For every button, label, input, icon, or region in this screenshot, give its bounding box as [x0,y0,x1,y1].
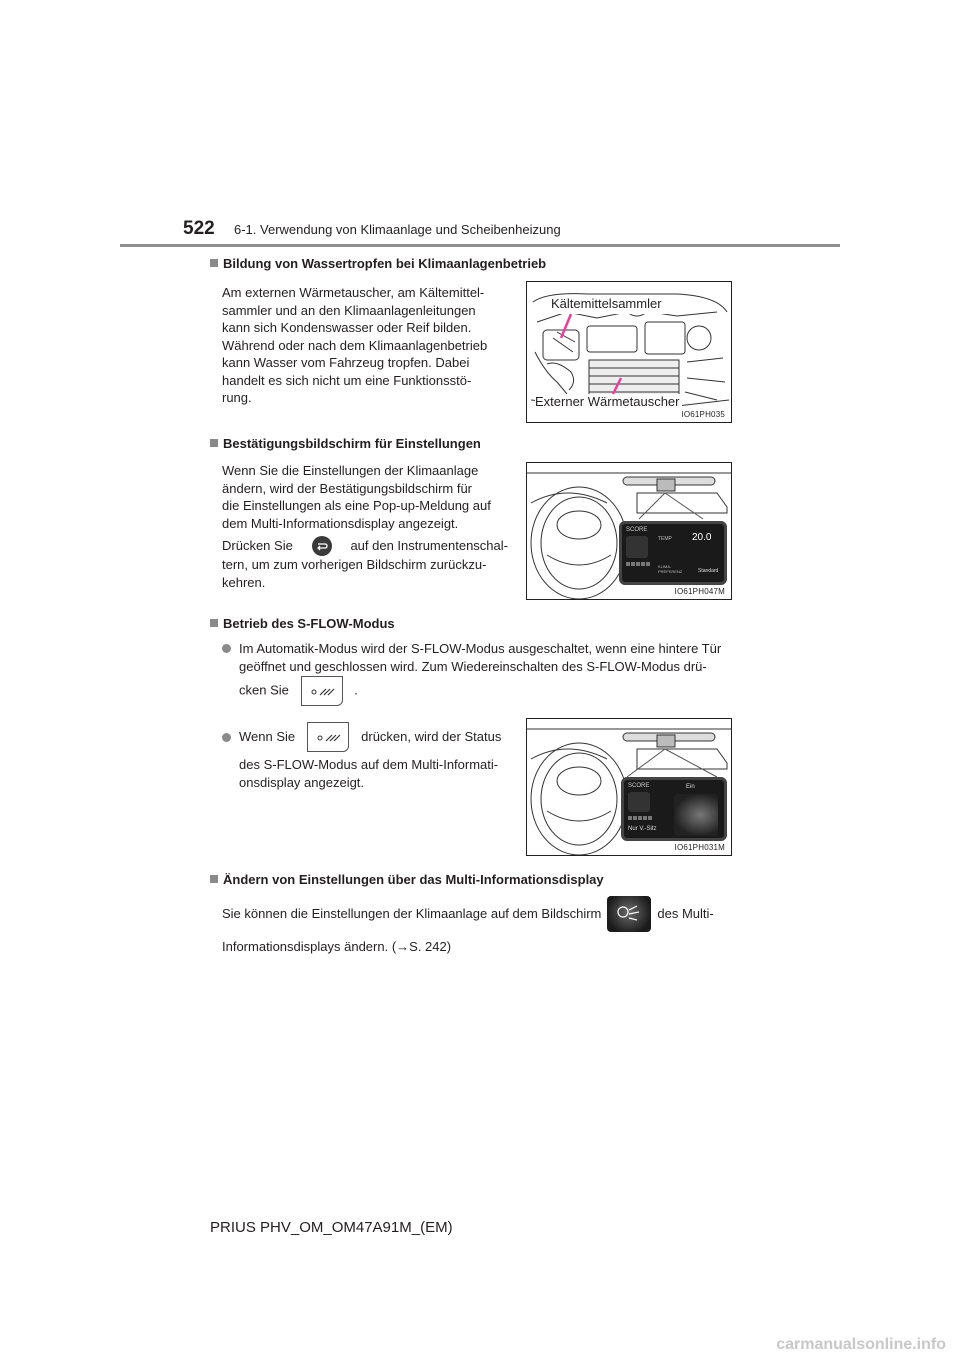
heading-text: Bildung von Wassertropfen bei Klimaanlagenbetrieb [223,256,547,271]
text-line: die Einstellungen als eine Pop-up-Meldung auf [222,498,491,513]
text-line: Während oder nach dem Klimaanlagenbetrieb [222,337,488,353]
screen-standard: Standard [698,568,719,574]
text-line: Informationsdisplays ändern. (→S. 242) [222,939,452,954]
text-line: Wenn Sie die Einstellungen der Klimaanlage [222,463,479,478]
screen-on-label: Ein [686,784,695,790]
text-line: dem Multi-Informationsdisplay angezeigt. [222,515,459,531]
square-bullet-icon [210,875,218,883]
text-fragment: Sie können die Einstellungen der Klimaanlage auf dem Bildschirm [222,906,602,922]
text-fragment: cken Sie [239,682,289,698]
section-heading-confirm [210,436,481,451]
text-line [222,536,508,556]
heading-text: Bestätigungsbildschirm für Einstellungen [223,436,481,451]
text-line: des S-FLOW-Modus auf dem Multi-Informati- [239,757,499,772]
sflow-symbol-icon [302,677,344,707]
heading-text: Betrieb des S-FLOW-Modus [223,616,395,631]
heading-text: Ändern von Einstellungen über das Multi-Informationsdisplay [223,872,604,887]
sflow-symbol-icon [308,723,350,753]
screen-klima: KLIMA- [658,564,672,569]
text-fragment: drücken, wird der Status [361,729,502,745]
square-bullet-icon [210,439,218,447]
sflow-button-icon [307,722,349,752]
chapter-title: 6-1. Verwendung von Klimaanlage und Scheibenheizung [234,222,561,237]
screen-front-seat-only: Nur V.-Sitz [628,826,657,832]
return-arrow-icon [312,536,332,556]
header-rule [120,244,840,247]
figure-code: IO61PH031M [674,843,725,852]
text-line: ändern, wird der Bestätigungsbildschirm für [222,480,473,496]
bullet-sflow-status [222,722,512,791]
figure-dashboard-sflow [526,718,732,856]
paragraph-confirm [222,462,508,532]
text-line: tern, um zum vorherigen Bildschirm zurückzu- [222,557,487,572]
text-line [222,896,752,932]
text-line: geöffnet und geschlossen wird. Zum Wiedereinschalten des S-FLOW-Modus drü- [239,658,707,674]
screen-preferenz: PREFERENZ [658,569,683,574]
text-line: kann Wasser vom Fahrzeug tropfen. Dabei [222,355,470,370]
multi-info-display [621,777,727,841]
screen-score: SCORE [628,783,650,789]
text-line: kann sich Kondenswasser oder Reif bilden. [222,320,472,335]
paragraph-multiinfo [222,896,752,956]
figure-code: IO61PH047M [674,587,725,596]
text-line: kehren. [222,574,266,590]
section-heading-sflow [210,616,395,631]
text-line [222,722,512,752]
page-number: 522 [183,218,215,239]
bullet-sflow-press-line [239,676,358,706]
bullet-sflow-auto [222,640,748,675]
text-line: Am externen Wärmetauscher, am Kältemittel- [222,285,485,300]
label-external-heat-exchanger: Externer Wärmetauscher [535,394,680,409]
fan-icon [626,536,648,558]
text-fragment: Drücken Sie [222,538,293,554]
text-fragment: . [354,682,358,698]
square-bullet-icon [210,619,218,627]
figure-dashboard-confirm [526,462,732,600]
level-bar [626,562,650,566]
figure-engine-bay [526,281,732,423]
round-bullet-icon [222,733,231,742]
seat-illustration [674,794,718,836]
climate-screen-icon [607,896,651,932]
fan-icon [628,792,650,812]
watermark: carmanualsonline.info [776,1336,946,1353]
label-refrigerant-collector: Kältemittelsammler [551,296,662,311]
fan-seat-icon [607,896,651,932]
footer-document-code: PRIUS PHV_OM_OM47A91M_(EM) [210,1219,453,1236]
square-bullet-icon [210,259,218,267]
screen-temp-value: 20.0 [692,532,712,543]
paragraph-water [222,284,508,407]
round-bullet-icon [222,644,231,653]
section-heading-water [210,256,546,271]
figure-code: IO61PH035 [681,410,725,419]
paragraph-press-return [222,536,508,591]
text-line: rung. [222,390,252,405]
text-line: handelt es sich nicht um eine Funktionsstö- [222,372,472,388]
text-line: onsdisplay angezeigt. [239,774,365,790]
section-heading-multiinfo [210,872,604,887]
text-fragment: des Multi- [657,906,714,922]
return-button-icon [312,536,332,556]
text-line: sammler und an den Klimaanlagenleitungen [222,302,476,318]
text-fragment: Wenn Sie [239,729,296,745]
level-bar [628,816,652,820]
sflow-button-icon [301,676,343,706]
text-line: Im Automatik-Modus wird der S-FLOW-Modus ausgeschaltet, wenn eine hintere Tür [239,641,722,656]
text-fragment: auf den Instrumentenschal- [350,538,508,554]
screen-score: SCORE [626,527,648,533]
multi-info-display [619,521,727,585]
pointer-arrows [527,282,732,423]
screen-temp-label: TEMP [658,536,672,542]
